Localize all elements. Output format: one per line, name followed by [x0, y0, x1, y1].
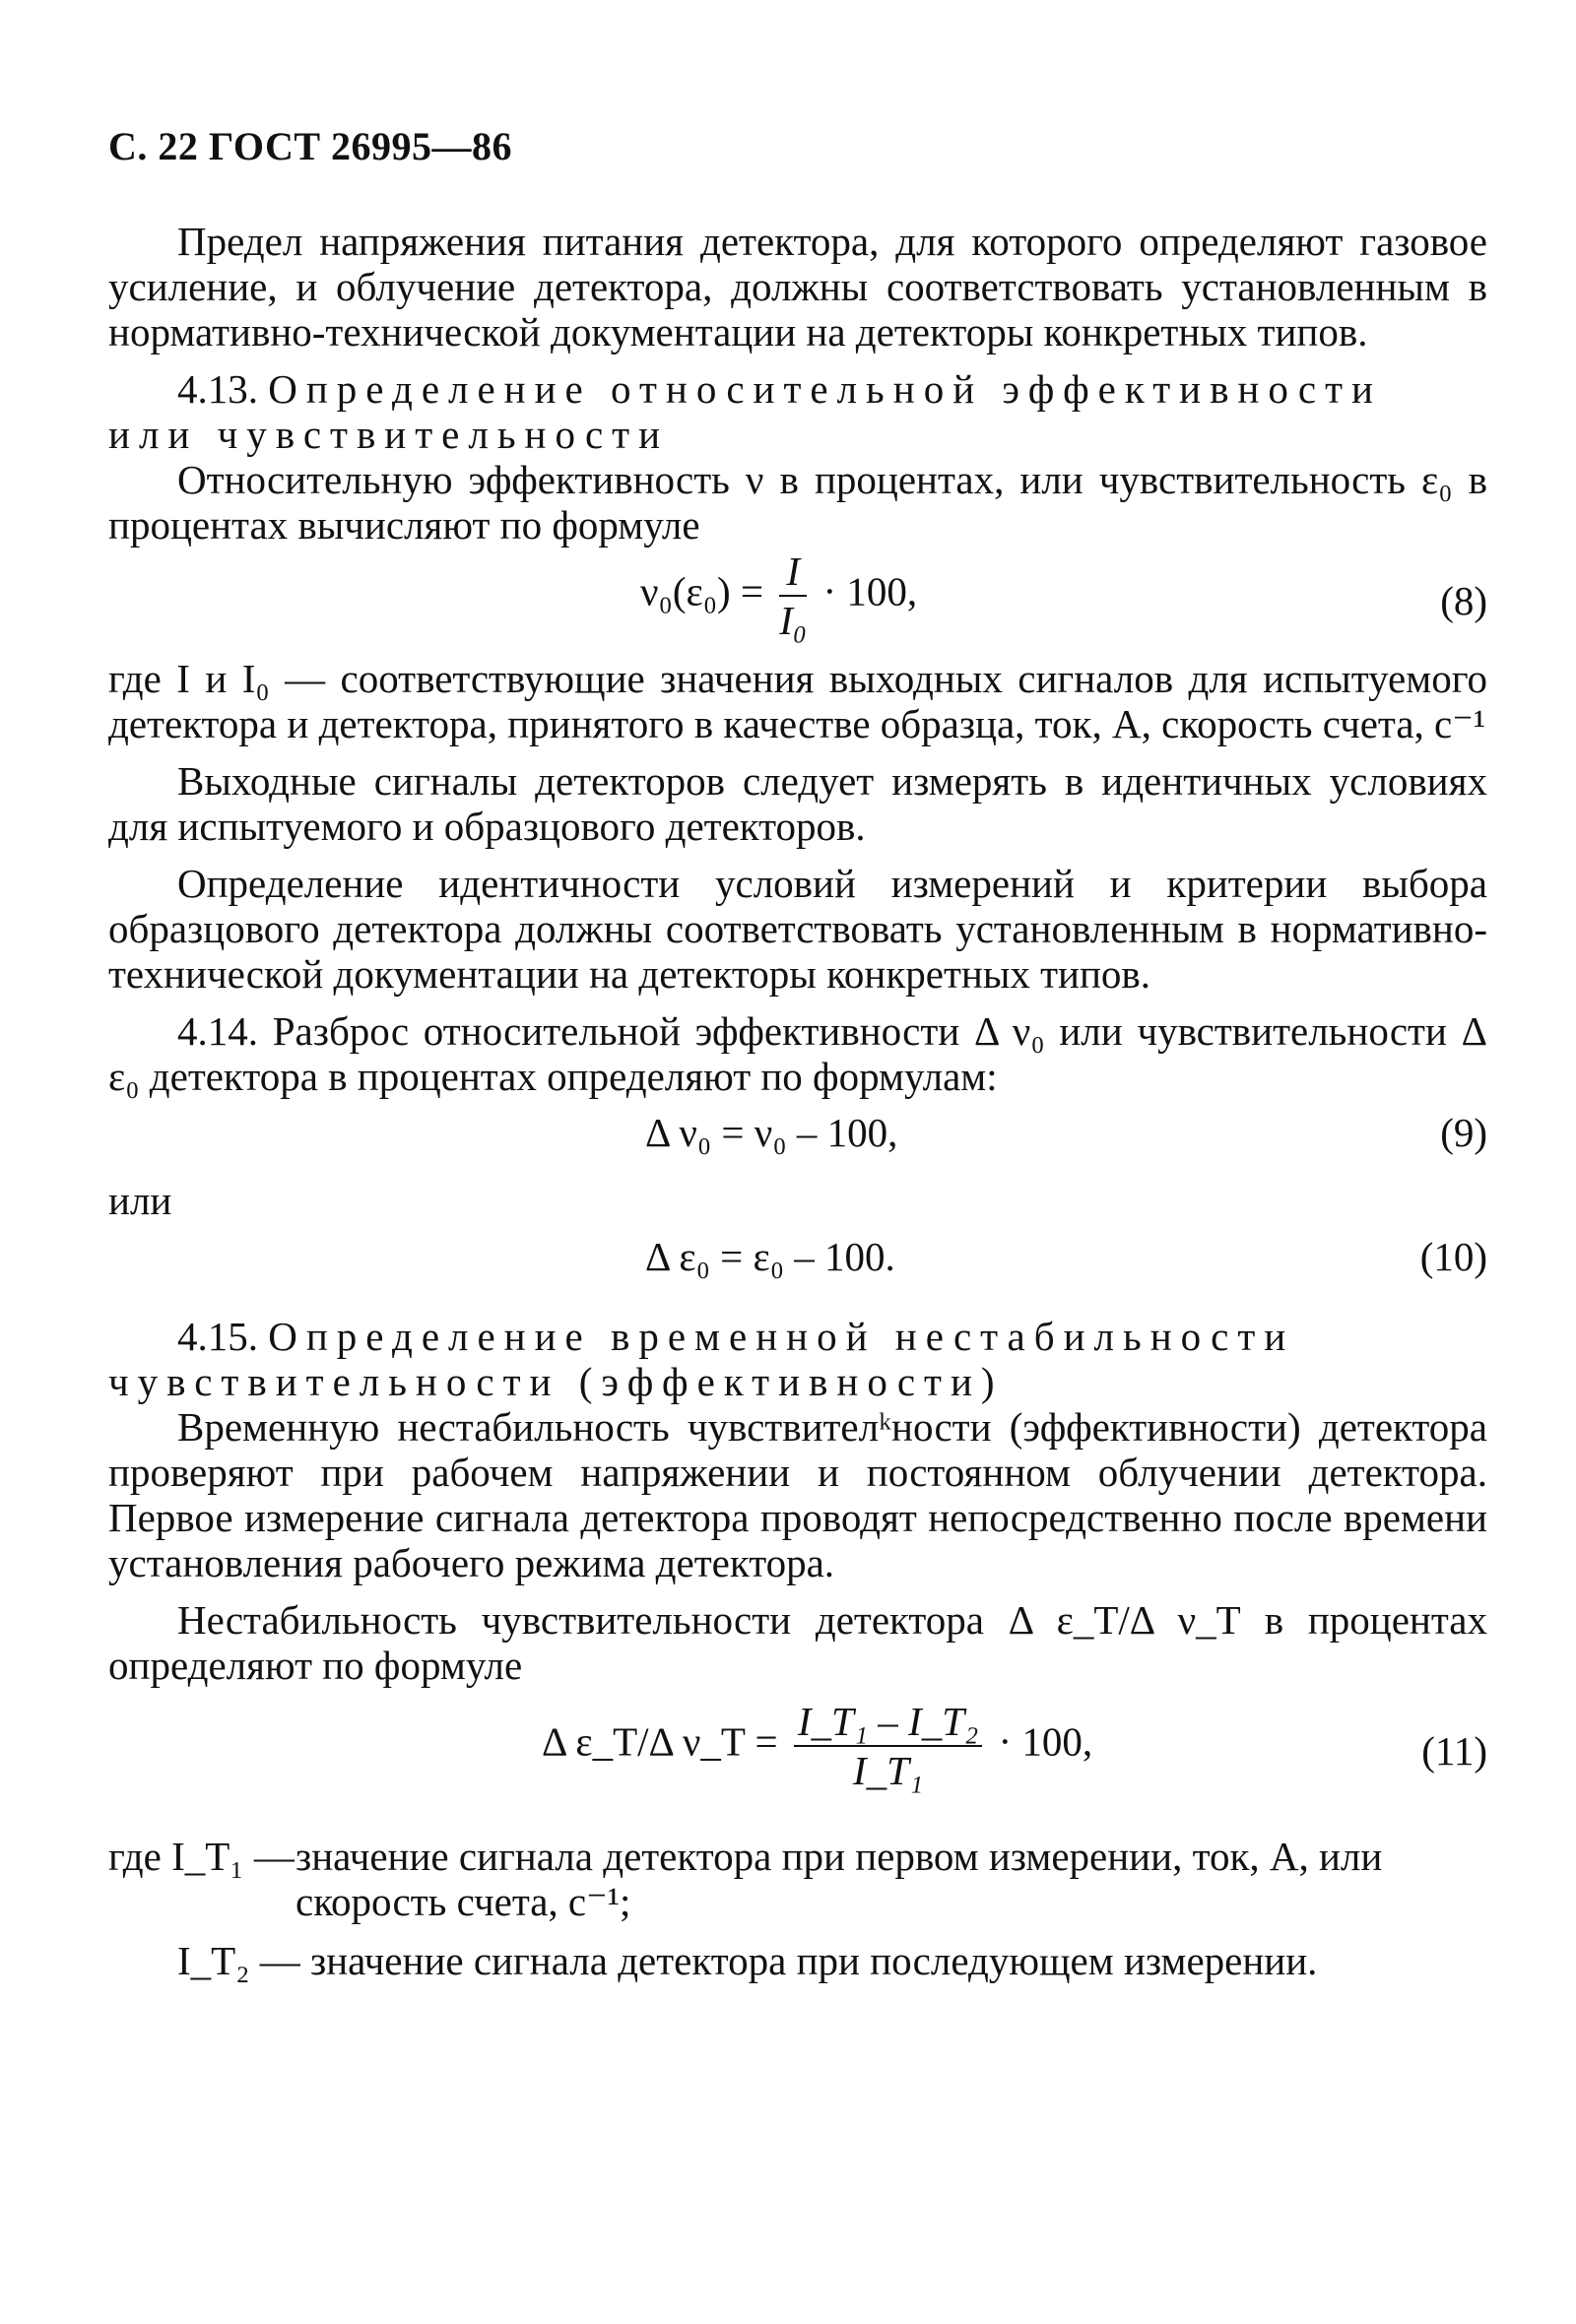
paragraph-instability-formula-intro: Нестабильность чувствительности детектора Δ ε_T/Δ ν_T в процентах определяют по формуле	[108, 1597, 1487, 1688]
formula-number: (8)	[1440, 578, 1487, 623]
formula-rhs: · 100,	[822, 568, 918, 614]
paragraph-identity-conditions: Определение идентичности условий измерений и критерии выбора образцового детектора должны соответствовать установленным в нормативно-технической документации на детекторы конкретных типов.	[108, 861, 1487, 997]
where-definition-11b: I_T₂ — значение сигнала детектора при последующем измерении.	[177, 1938, 1318, 1983]
formula-9: Δ ν₀ = ν₀ – 100, (9)	[645, 1110, 1487, 1155]
paragraph-4-14: 4.14. Разброс относительной эффективности Δ ν₀ или чувствительности Δ ε₀ детектора в процентах определяют по формулам:	[108, 1008, 1487, 1099]
document-page	[108, 123, 1487, 1983]
section-title: Определение временной нестабильности чувствительности (эффективности)	[108, 1314, 1295, 1404]
paragraph-output-signals: Выходные сигналы детекторов следует измерять в идентичных условиях для испытуемого и образцового детекторов.	[108, 758, 1487, 849]
text-or: или	[108, 1178, 172, 1223]
section-number: 4.15.	[177, 1314, 258, 1359]
section-4-15-heading	[108, 1314, 1487, 1404]
where-definition-11: где I_T₁ — значение сигнала детектора при первом измерении, ток, А, или скорость счета, с⁻¹;	[108, 1834, 1383, 1924]
section-4-13-heading	[108, 366, 1487, 457]
where-definition-8: где I и I₀ — соответствующие значения выходных сигналов для испытуемого детектора и детектора, принятого в качестве образца, ток, А, скорость счета, с⁻¹	[108, 656, 1487, 746]
page-header: С. 22 ГОСТ 26995—86	[108, 124, 513, 168]
paragraph-supply-voltage: Предел напряжения питания детектора, для которого определяют газовое усиление, и облучение детектора, должны соответствовать установленным в нормативно-технической документации на детекторы конкретных типов.	[108, 219, 1487, 355]
section-number: 4.13.	[177, 366, 258, 412]
section-title: Определение относительной эффективности или чувствительности	[108, 366, 1382, 457]
formula-fraction: $\frac{I}{\text{I₀}}$	[779, 549, 808, 643]
paragraph-temporal-instability: Временную нестабильность чувствителᵏности (эффективности) детектора проверяют при рабочем напряжении и постоянном облучении детектора. Первое измерение сигнала детектора проводят непосредственно после времени установления рабочего режима детектора.	[108, 1404, 1487, 1585]
formula-8	[108, 548, 1487, 656]
paragraph-relative-efficiency: Относительную эффективность ν в процентах, или чувствительность ε₀ в процентах вычисляют по формуле	[108, 457, 1487, 548]
formula-lhs: ν₀(ε₀) =	[640, 568, 764, 614]
formula-11: Δ ε_T/Δ ν_T = $\frac{\text{I\_T₁ – I\_T₂}}{\text{I\_T₁}}$ · 100, (11)	[542, 1699, 1487, 1793]
formula-10: Δ ε₀ = ε₀ – 100. (10)	[645, 1234, 1487, 1279]
